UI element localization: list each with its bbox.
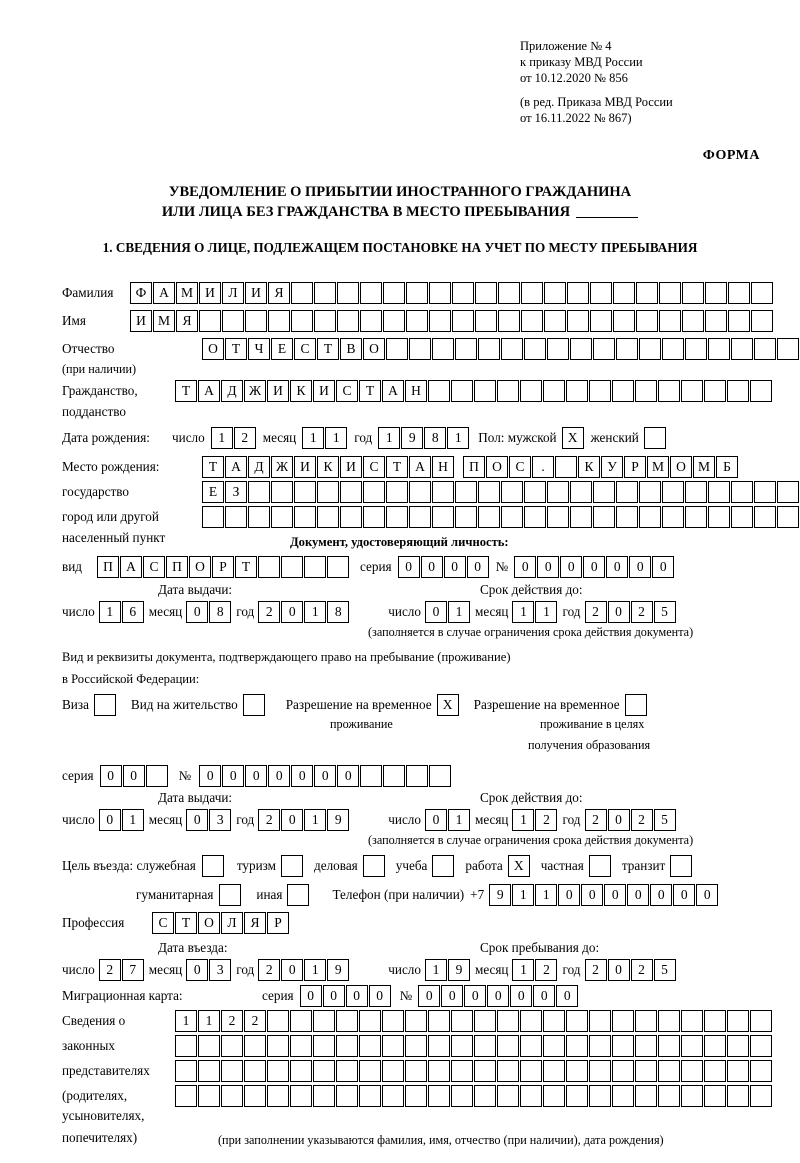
- label-patronymic: Отчество: [62, 341, 115, 356]
- row-permit-dates: [62, 809, 677, 831]
- header-amend-1: (в ред. Приказа МВД России: [520, 95, 673, 109]
- label-permit-issue-month: месяц: [148, 812, 183, 827]
- label-permit-issue-year: год: [236, 812, 255, 827]
- label-permit-valid-until: Срок действия до:: [480, 790, 583, 805]
- label-phone: Телефон (при наличии): [332, 887, 465, 902]
- entry-day-boxes[interactable]: 2 7: [99, 959, 145, 981]
- legal-row2-boxes[interactable]: [175, 1035, 773, 1057]
- row-birth-city-label: [62, 506, 800, 528]
- purpose-work-checkbox[interactable]: X: [508, 855, 531, 877]
- section-1-heading: 1. СВЕДЕНИЯ О ЛИЦЕ, ПОДЛЕЖАЩЕМ ПОСТАНОВКЕ НА УЧЕТ ПО МЕСТУ ПРЕБЫВАНИЯ: [102, 240, 698, 255]
- label-legal-1: Сведения о: [62, 1013, 126, 1028]
- stay-month-boxes[interactable]: 1 2: [512, 959, 558, 981]
- migration-card-number-boxes[interactable]: 0 0 0 0 0 0 0: [418, 985, 579, 1007]
- sex-male-checkbox[interactable]: X: [562, 427, 585, 449]
- surname-boxes[interactable]: Ф А М И Л И Я: [130, 282, 774, 304]
- purpose-tourism-checkbox[interactable]: [281, 855, 304, 877]
- label-edu-residence-3: получения образования: [528, 738, 651, 752]
- title-blank-line: [576, 217, 638, 218]
- permit-issue-month-boxes[interactable]: 0 3: [186, 809, 232, 831]
- purpose-humanitarian-checkbox[interactable]: [219, 884, 242, 906]
- permit-number-boxes[interactable]: 0 0 0 0 0 0 0: [199, 765, 452, 787]
- label-other-purpose: иная: [256, 887, 283, 902]
- label-day-birth: число: [172, 430, 205, 445]
- row-doc-valid-label: [480, 582, 583, 598]
- label-permit-issue-date: Дата выдачи:: [158, 790, 233, 805]
- row-birth-settlement-label: [62, 530, 165, 546]
- label-sex-female: женский: [590, 430, 639, 445]
- row-doc-kind: [62, 556, 675, 578]
- right-doc-line-1: Вид и реквизиты документа, подтверждающего право на пребывание (проживание): [62, 650, 511, 664]
- row-doc-issue-label: [158, 582, 232, 598]
- label-doc-issue-year: год: [236, 604, 255, 619]
- label-doc-series: серия: [360, 559, 392, 574]
- purpose-study-checkbox[interactable]: [432, 855, 455, 877]
- label-phone-prefix: +7: [470, 887, 485, 902]
- label-surname: Фамилия: [62, 285, 114, 300]
- permit-valid-year-boxes[interactable]: 2 0 2 5: [585, 809, 677, 831]
- residence-permit-checkbox[interactable]: [243, 694, 266, 716]
- label-entry-month: месяц: [148, 962, 183, 977]
- migration-card-series-boxes[interactable]: 0 0 0 0: [300, 985, 392, 1007]
- label-entry-date: Дата въезда:: [158, 940, 228, 955]
- row-profession: [62, 912, 290, 934]
- phone-boxes[interactable]: 9 1 1 0 0 0 0 0 0 0: [489, 884, 719, 906]
- label-entry-day: число: [62, 962, 95, 977]
- label-stay-until: Срок пребывания до:: [480, 940, 600, 955]
- birth-city-row3-boxes[interactable]: [202, 506, 800, 528]
- label-humanitarian: гуманитарная: [136, 887, 214, 902]
- label-stay-day: число: [388, 962, 421, 977]
- row-citizenship-2: [62, 404, 126, 420]
- row-migration-card: [62, 985, 579, 1007]
- row-legal-3: [62, 1060, 773, 1082]
- purpose-transit-checkbox[interactable]: [670, 855, 693, 877]
- row-entry-dates: [62, 959, 677, 981]
- right-doc-line-2: в Российской Федерации:: [62, 672, 200, 686]
- label-birth-settlement: населенный пункт: [62, 530, 166, 545]
- label-mc-number: №: [399, 988, 413, 1003]
- permit-issue-day-boxes[interactable]: 0 1: [99, 809, 145, 831]
- label-business: деловая: [314, 858, 358, 873]
- row-permit-series: [62, 765, 452, 787]
- row-patronymic: [62, 338, 800, 360]
- title-line-2: ИЛИ ЛИЦА БЕЗ ГРАЖДАНСТВА В МЕСТО ПРЕБЫВАНИЯ: [161, 204, 571, 220]
- permit-issue-year-boxes[interactable]: 2 0 1 9: [258, 809, 350, 831]
- doc-valid-note: (заполняется в случае ограничения срока действия документа): [368, 625, 694, 639]
- doc-kind-boxes[interactable]: П А С П О Р Т: [97, 556, 350, 578]
- label-name: Имя: [62, 313, 86, 328]
- doc-series-boxes[interactable]: 0 0 0 0: [398, 556, 490, 578]
- row-name: [62, 310, 774, 332]
- temp-residence-checkbox[interactable]: X: [437, 694, 460, 716]
- label-permit-issue-day: число: [62, 812, 95, 827]
- purpose-other-checkbox[interactable]: [287, 884, 310, 906]
- birth-city-row1-boxes[interactable]: П О С . К У Р М О М Б: [463, 456, 739, 478]
- header-line-3: от 10.12.2020 № 856: [520, 71, 628, 85]
- label-tourism: туризм: [236, 858, 277, 873]
- legal-row4-boxes[interactable]: [175, 1085, 773, 1107]
- label-doc-valid-until: Срок действия до:: [480, 582, 583, 597]
- stay-year-boxes[interactable]: 2 0 2 5: [585, 959, 677, 981]
- document-header: [520, 38, 760, 126]
- row-stay-label: [480, 940, 599, 956]
- label-migration-card: Миграционная карта:: [62, 988, 183, 1003]
- row-patronymic-note: [62, 362, 136, 377]
- purpose-private-checkbox[interactable]: [589, 855, 612, 877]
- legal-row3-boxes[interactable]: [175, 1060, 773, 1082]
- doc-issue-day-boxes[interactable]: 1 6: [99, 601, 145, 623]
- row-purpose-2: [136, 884, 719, 906]
- legal-row1-boxes[interactable]: 1 1 2 2: [175, 1010, 773, 1032]
- citizenship-boxes[interactable]: Т А Д Ж И К И С Т А Н: [175, 380, 773, 402]
- label-legal-4: (родителях,: [62, 1088, 128, 1103]
- birth-city-row2-boxes[interactable]: Е З: [202, 481, 800, 503]
- label-doc-valid-year: год: [562, 604, 581, 619]
- row-legal-2: [62, 1035, 773, 1057]
- row-permit-valid-label: [480, 790, 583, 806]
- row-doc-dates: [62, 601, 677, 623]
- label-purpose: Цель въезда: служебная: [62, 858, 196, 873]
- label-mc-series: серия: [262, 988, 294, 1003]
- doc-issue-month-boxes[interactable]: 0 8: [186, 601, 232, 623]
- label-legal-2: законных: [62, 1038, 115, 1053]
- header-line-1: Приложение № 4: [520, 39, 612, 53]
- header-amend-2: от 16.11.2022 № 867): [520, 111, 632, 125]
- label-permit-valid-day: число: [388, 812, 421, 827]
- entry-year-boxes[interactable]: 2 0 1 9: [258, 959, 350, 981]
- permit-valid-note: (заполняется в случае ограничения срока действия документа): [368, 833, 694, 847]
- label-citizenship: Гражданство,: [62, 383, 138, 398]
- label-legal-6: попечителях): [62, 1130, 138, 1145]
- birth-state-boxes[interactable]: Т А Д Ж И К И С Т А Н: [202, 456, 455, 478]
- permit-valid-month-boxes[interactable]: 1 2: [512, 809, 558, 831]
- label-permit-valid-month: месяц: [474, 812, 509, 827]
- label-citizenship-2: подданство: [62, 404, 126, 419]
- entry-month-boxes[interactable]: 0 3: [186, 959, 232, 981]
- label-private: частная: [540, 858, 584, 873]
- label-permit-valid-year: год: [562, 812, 581, 827]
- permit-valid-day-boxes[interactable]: 0 1: [425, 809, 471, 831]
- sex-female-checkbox[interactable]: [644, 427, 667, 449]
- label-sex-male: Пол: мужской: [478, 430, 557, 445]
- label-entry-year: год: [236, 962, 255, 977]
- label-doc-valid-day: число: [388, 604, 421, 619]
- visa-checkbox[interactable]: [94, 694, 117, 716]
- permit-series-boxes[interactable]: 0 0: [100, 765, 169, 787]
- label-doc-number: №: [495, 559, 509, 574]
- row-purpose: [62, 855, 693, 877]
- stay-day-boxes[interactable]: 1 9: [425, 959, 471, 981]
- label-residence-permit: Вид на жительство: [130, 697, 238, 712]
- label-legal-5: усыновителях,: [62, 1108, 145, 1123]
- label-doc-valid-month: месяц: [474, 604, 509, 619]
- label-birth-place: Место рождения:: [62, 459, 160, 474]
- label-doc-issue-day: число: [62, 604, 95, 619]
- label-birth-state: государство: [62, 484, 129, 499]
- form-word: ФОРМА: [702, 148, 760, 163]
- label-birth-city: город или другой: [62, 509, 159, 524]
- birth-day-boxes[interactable]: 1 2: [211, 427, 257, 449]
- row-entry-label: [158, 940, 228, 956]
- label-id-doc: Документ, удостоверяющий личность:: [290, 535, 509, 549]
- row-birth-date: [62, 427, 667, 449]
- purpose-business-checkbox[interactable]: [363, 855, 386, 877]
- title-line-1: УВЕДОМЛЕНИЕ О ПРИБЫТИИ ИНОСТРАННОГО ГРАЖДАНИНА: [168, 184, 632, 200]
- label-year-birth: год: [354, 430, 373, 445]
- label-doc-issue-date: Дата выдачи:: [158, 582, 233, 597]
- label-permit-series: серия: [62, 768, 94, 783]
- purpose-official-checkbox[interactable]: [202, 855, 225, 877]
- birth-month-boxes[interactable]: 1 1: [302, 427, 348, 449]
- label-patronymic-note: (при наличии): [62, 362, 137, 376]
- label-study: учеба: [395, 858, 428, 873]
- label-edu-residence: Разрешение на временное: [473, 697, 620, 712]
- footer-note: (при заполнении указываются фамилия, имя, отчество (при наличии), дата рождения): [218, 1133, 664, 1147]
- label-edu-residence-2: проживание в целях: [540, 717, 645, 731]
- row-legal-1: [62, 1010, 773, 1032]
- label-doc-issue-month: месяц: [148, 604, 183, 619]
- row-surname: [62, 282, 774, 304]
- label-stay-year: год: [562, 962, 581, 977]
- label-work: работа: [465, 858, 503, 873]
- name-boxes[interactable]: И М Я: [130, 310, 774, 332]
- label-permit-number: №: [178, 768, 192, 783]
- label-visa: Виза: [62, 697, 89, 712]
- page-title: [0, 182, 800, 222]
- doc-number-boxes[interactable]: 0 0 0 0 0 0 0: [514, 556, 675, 578]
- label-profession: Профессия: [62, 915, 125, 930]
- row-birth-place-state-label: [62, 481, 800, 503]
- label-transit: транзит: [621, 858, 666, 873]
- doc-valid-year-boxes[interactable]: 2 0 2 5: [585, 601, 677, 623]
- label-temp-residence-2: проживание: [330, 717, 393, 731]
- label-temp-residence: Разрешение на временное: [285, 697, 432, 712]
- row-permit-type: [62, 694, 648, 716]
- patronymic-boxes[interactable]: О Т Ч Е С Т В О: [202, 338, 800, 360]
- row-birth-place: [62, 456, 739, 478]
- profession-boxes[interactable]: С Т О Л Я Р: [152, 912, 290, 934]
- birth-year-boxes[interactable]: 1 9 8 1: [378, 427, 470, 449]
- doc-valid-month-boxes[interactable]: 1 1: [512, 601, 558, 623]
- row-permit-issue-label: [158, 790, 232, 806]
- doc-issue-year-boxes[interactable]: 2 0 1 8: [258, 601, 350, 623]
- label-month-birth: месяц: [262, 430, 297, 445]
- label-doc-kind: вид: [62, 559, 82, 574]
- row-id-doc-heading: [290, 535, 509, 550]
- doc-valid-day-boxes[interactable]: 0 1: [425, 601, 471, 623]
- label-stay-month: месяц: [474, 962, 509, 977]
- header-line-2: к приказу МВД России: [520, 55, 643, 69]
- label-birth-date: Дата рождения:: [62, 430, 150, 445]
- label-legal-3: представителях: [62, 1063, 150, 1078]
- row-legal-4: [62, 1085, 773, 1107]
- edu-residence-checkbox[interactable]: [625, 694, 648, 716]
- row-citizenship: [62, 380, 773, 402]
